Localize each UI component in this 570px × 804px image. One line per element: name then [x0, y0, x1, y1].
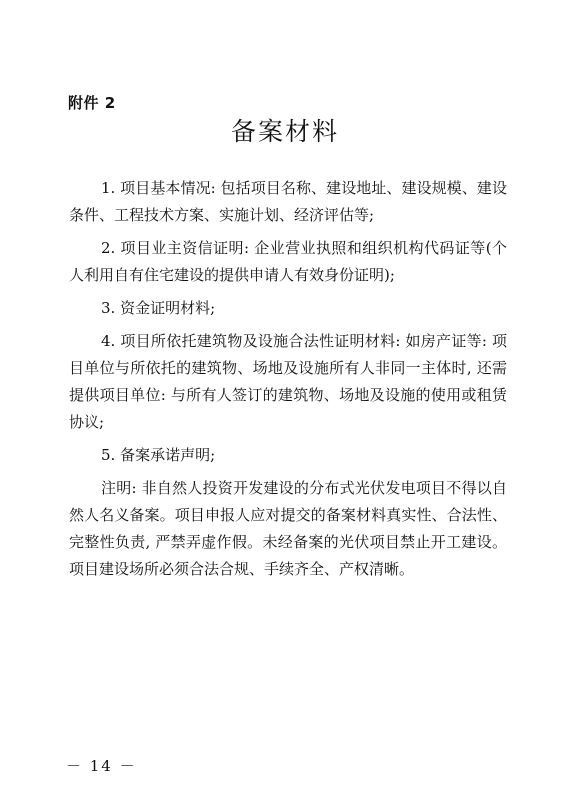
paragraph-item-3: 3. 资金证明材料;	[101, 299, 216, 317]
paragraph-item-1: 1. 项目基本情况: 包括项目名称、建设地址、建设规模、建设条件、工程技术方案、实施计划、经济评估等;	[69, 179, 507, 224]
page-title: 备案材料	[230, 117, 339, 146]
page-number: － 14 －	[66, 757, 137, 775]
document-body	[69, 175, 507, 589]
paragraph-item-2: 2. 项目业主资信证明: 企业营业执照和组织机构代码证等(个人利用自有住宅建设的提供申请人有效身份证明);	[69, 239, 507, 284]
note-paragraph: 注明: 非自然人投资开发建设的分布式光伏发电项目不得以自然人名义备案。项目申报人应对提交的备案材料真实性、合法性、完整性负责, 严禁弄虚作假。未经备案的光伏项目禁止开工建设。项目建设场所必须合法合规、手续齐全、产权清晰。	[69, 479, 507, 578]
attachment-label: 附件 2	[68, 94, 116, 112]
paragraph-item-5: 5. 备案承诺声明;	[101, 446, 216, 464]
paragraph-item-4: 4. 项目所依托建筑物及设施合法性证明材料: 如房产证等: 项目单位与所依托的建筑物、场地及设施所有人非同一主体时, 还需提供项目单位: 与所有人签订的建筑物、场地及设施的使用或租赁协议;	[69, 332, 507, 431]
